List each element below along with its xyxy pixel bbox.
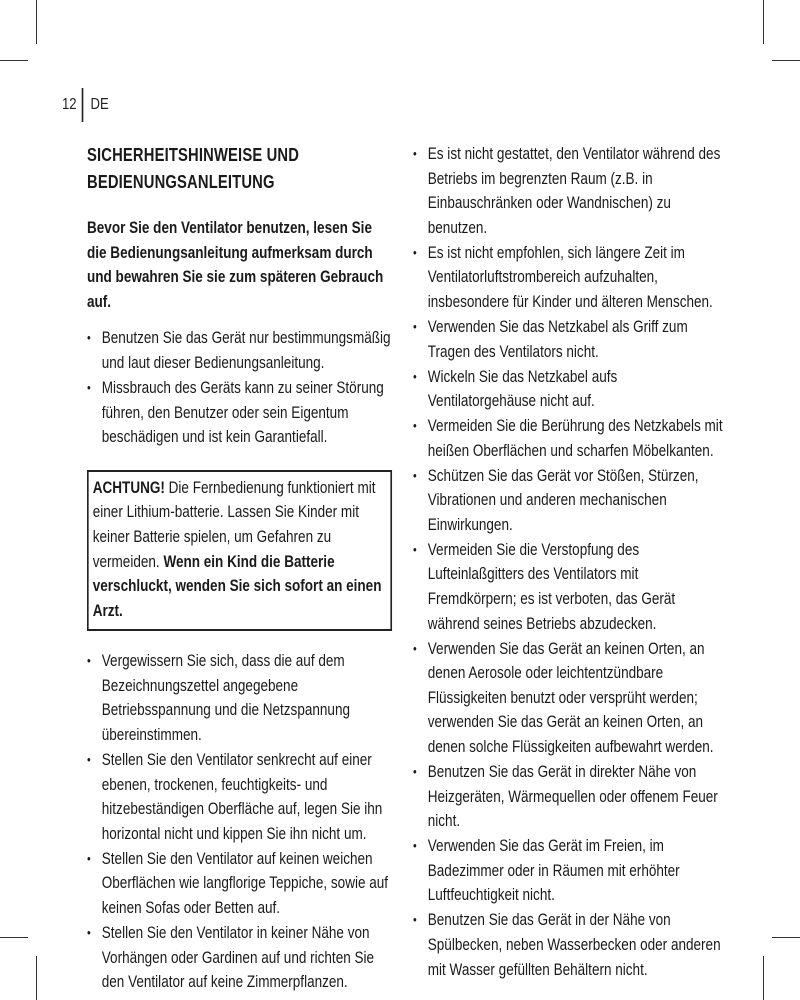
section-title [87,142,392,196]
title-line: BEDIENUNGSANLEITUNG [87,172,275,192]
page-header [62,88,109,122]
list-item: • Es ist nicht gestattet, den Ventilator während des Betriebs im begrenzten Raum (z.B. in Einbauschränken oder Wandnischen) zu benutzen. [413,142,723,240]
crop-mark [772,937,800,938]
list-item: • Vergewissern Sie sich, dass die auf dem Bezeichnungszettel angegebene Betriebsspannung und die Netzspannung übereinstimmen. [87,649,392,747]
list-item: • Benutzen Sie das Gerät in direkter Nähe von Heizgeräten, Wärmequellen oder offenem Feuer nicht. [413,760,723,834]
left-column [87,142,392,995]
list-item: • Verwenden Sie das Gerät an keinen Orten, an denen Aerosole oder leichtentzündbare Flüssigkeiten benutzt oder versprüht werden; verwenden Sie das Gerät an keinen Orten, an denen solche Flüssigkeiten aufbewahrt werden. [413,637,723,760]
crop-mark [0,937,28,938]
title-line: SICHERHEITSHINWEISE UND [87,145,300,165]
header-divider [82,88,84,122]
list-item: • Missbrauch des Geräts kann zu seiner Störung führen, den Benutzer oder sein Eigentum beschädigen und ist kein Garantiefall. [87,376,392,450]
crop-mark [763,956,764,1000]
right-column [413,142,723,982]
list-item: • Vermeiden Sie die Verstopfung des Lufteinlaßgitters des Ventilators mit Fremdkörpern; es ist verboten, das Gerät während seines Betriebs abzudecken. [413,538,723,636]
warning-emphasis: Wenn ein Kind die Batterie verschluckt, wenden Sie sich sofort an einen Arzt. [92,552,382,620]
list-item: • Verwenden Sie das Netzkabel als Griff zum Tragen des Ventilators nicht. [413,315,723,364]
warning-text: Die Fernbedienung funktioniert mit einer Lithium-batterie. Lassen Sie Kinder mit keiner Batterie spielen, um Gefahren zu vermeiden. [92,478,376,571]
bullet-list [87,649,392,994]
list-item: • Wickeln Sie das Netzkabel aufs Ventilatorgehäuse nicht auf. [413,365,723,414]
crop-mark [772,60,800,61]
list-item: • Stellen Sie den Ventilator auf keinen weichen Oberflächen wie langflorige Teppiche, sowie auf keinen Sofas oder Betten auf. [87,847,392,921]
crop-mark [0,60,28,61]
warning-label: ACHTUNG! [92,478,165,497]
bullet-list [87,326,392,449]
list-item: • Benutzen Sie das Gerät in der Nähe von Spülbecken, neben Wasserbecken oder anderen mit Wasser gefüllten Behältern nicht. [413,908,723,982]
crop-mark [36,956,37,1000]
list-item: • Benutzen Sie das Gerät nur bestimmungsmäßig und laut dieser Bedienungsanleitung. [87,326,392,375]
list-item: • Es ist nicht empfohlen, sich längere Zeit im Ventilatorluftstrombereich aufzuhalten, insbesondere für Kinder und älteren Menschen. [413,241,723,315]
crop-mark [763,0,764,44]
warning-box [87,470,392,632]
list-item: • Vermeiden Sie die Berührung des Netzkabels mit heißen Oberflächen und scharfen Möbelkanten. [413,414,723,463]
list-item: • Stellen Sie den Ventilator in keiner Nähe von Vorhängen oder Gardinen auf und richten Sie den Ventilator auf keine Zimmerpflanzen. [87,921,392,995]
page-number: 12 [62,96,77,113]
bullet-list [413,142,723,982]
crop-mark [36,0,37,44]
intro-paragraph: Bevor Sie den Ventilator benutzen, lesen Sie die Bedienungsanleitung aufmerksam durch und bewahren Sie sie zum späteren Gebrauch auf. [87,219,384,311]
list-item: • Stellen Sie den Ventilator senkrecht auf einer ebenen, trockenen, feuchtigkeits- und hitzebeständigen Oberfläche auf, legen Sie ihn horizontal nicht und kippen Sie ihn nicht um. [87,748,392,846]
language-code: DE [90,96,109,113]
list-item: • Schützen Sie das Gerät vor Stößen, Stürzen, Vibrationen und anderen mechanischen Einwirkungen. [413,464,723,538]
list-item: • Verwenden Sie das Gerät im Freien, im Badezimmer oder in Räumen mit erhöhter Luftfeuchtigkeit nicht. [413,834,723,908]
